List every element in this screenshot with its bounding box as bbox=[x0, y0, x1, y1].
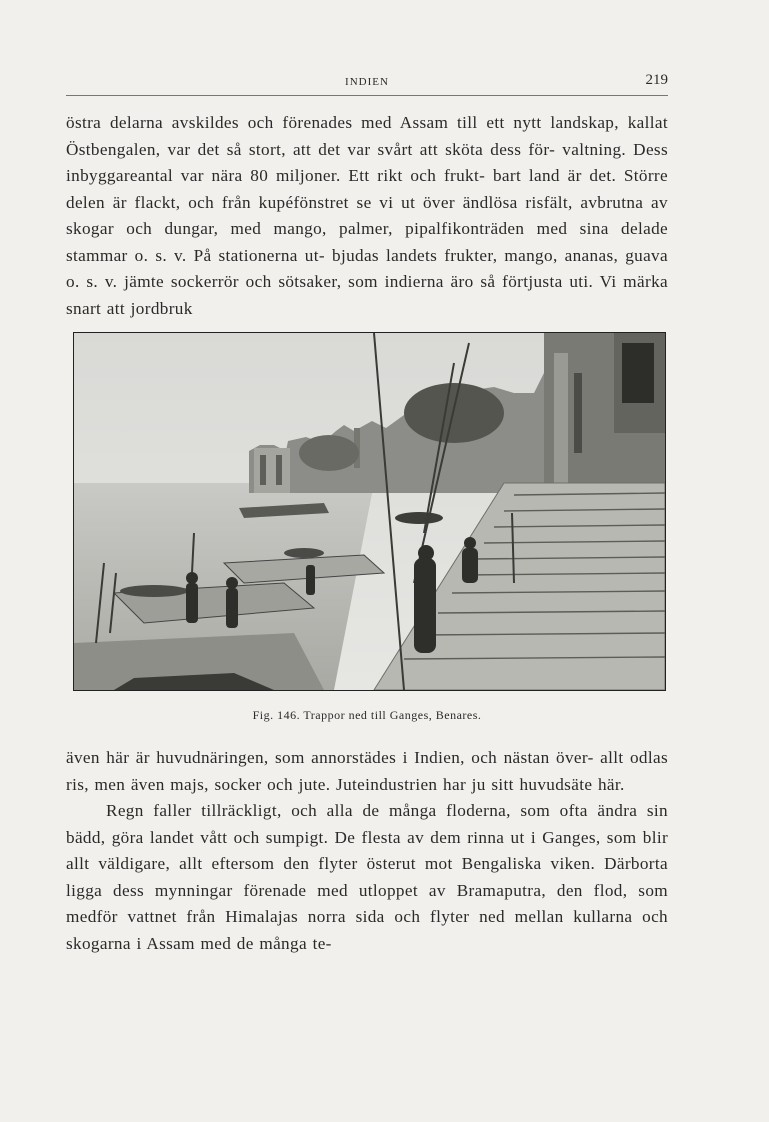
photograph-ghats-benares bbox=[73, 332, 666, 691]
header-rule bbox=[66, 95, 668, 96]
text-line: allt odlas ris, men även majs, socker och jute. Juteindustrien har ju sitt bbox=[66, 748, 669, 794]
photo-illustration bbox=[74, 333, 665, 690]
text-line: huvudsäte här. bbox=[519, 774, 625, 794]
text-line: bart land är det. Större delen är flackt, och från kupéfönstret se vi ut bbox=[66, 166, 668, 212]
page-number: 219 bbox=[645, 72, 668, 88]
body-text-bottom bbox=[66, 745, 668, 957]
text-line: östra delarna avskildes och förenades med Assam till ett nytt landskap, bbox=[66, 113, 619, 132]
page-header bbox=[66, 70, 668, 96]
running-head: INDIEN bbox=[345, 76, 389, 88]
text-line: bjudas landets frukter, mango, ananas, guava o. s. v. jämte sockerrör och bbox=[66, 245, 668, 291]
text-line: pipalfikonträden med sina delade stammar o. s. v. På stationerna ut- bbox=[66, 219, 668, 265]
text-line: av Bramaputra, den flod, som medför vattnet från Himalajas norra sida bbox=[66, 880, 668, 926]
text-line: valtning. Dess inbyggareantal var nära 80 miljoner. Ett rikt och frukt- bbox=[66, 139, 668, 185]
text-line: Bengaliska viken. Därborta ligga dess mynningar förenade med utloppet bbox=[66, 854, 668, 900]
text-line: sin bädd, göra landet vått och sumpigt. De flesta av dem rinna ut bbox=[66, 801, 668, 847]
paragraph bbox=[66, 745, 668, 798]
body-text-top bbox=[66, 110, 668, 322]
text-line: sötsaker, som indierna äro så förtjusta uti. Vi märka snart att jordbruk bbox=[66, 272, 668, 318]
text-line: även här är huvudnäringen, som annorstädes i Indien, och nästan över- bbox=[66, 748, 594, 767]
text-line: över ändlösa risfält, avbrutna av skogar och dungar, med mango, palmer, bbox=[66, 192, 668, 238]
text-line: Regn faller tillräckligt, och alla de många floderna, som ofta ändra bbox=[106, 801, 638, 820]
text-line: och flyter ned mellan kullarna och skogarna i Assam med de många te- bbox=[66, 907, 669, 953]
text-line: i Ganges, som blir allt väldigare, allt eftersom den flyter österut mot bbox=[66, 827, 669, 873]
paragraph bbox=[66, 798, 668, 957]
figure-caption: Fig. 146. Trappor ned till Ganges, Benares. bbox=[252, 708, 482, 722]
text-line: kallat Östbengalen, var det så stort, att det var svårt att sköta dess för- bbox=[66, 113, 668, 159]
paragraph bbox=[66, 110, 668, 322]
